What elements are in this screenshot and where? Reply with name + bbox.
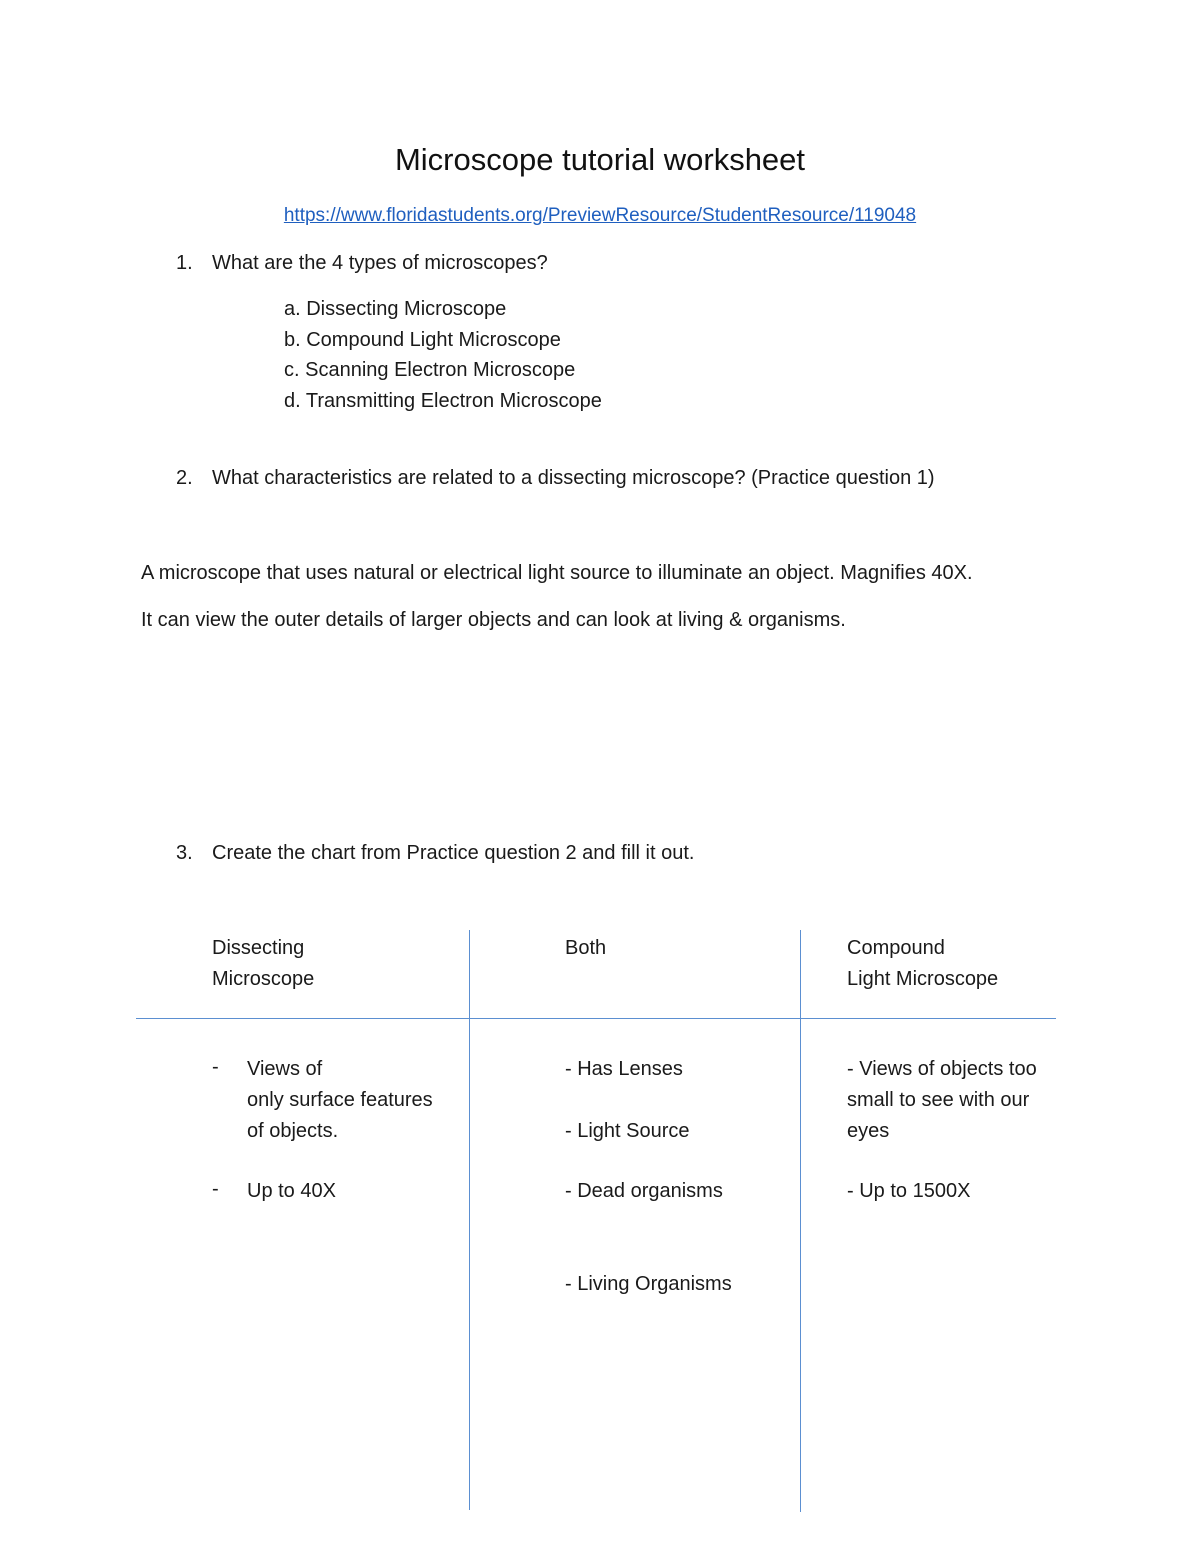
question-1-item: a. Dissecting Microscope — [284, 298, 507, 320]
question-2-answer-line: A microscope that uses natural or electrical light source to illuminate an object. Magnifies 40X. — [141, 562, 973, 584]
question-3-text: Create the chart from Practice question 2 and fill it out. — [212, 842, 695, 864]
resource-link[interactable]: https://www.floridastudents.org/PreviewResource/StudentResource/119048 — [283, 205, 917, 226]
both-item: - Has Lenses — [565, 1058, 683, 1080]
question-1-item: c. Scanning Electron Microscope — [284, 359, 576, 381]
chart-divider-left — [469, 930, 470, 1510]
dissecting-bullet: - — [212, 1178, 219, 1200]
chart-header-divider — [136, 1018, 1056, 1019]
question-1-item: b. Compound Light Microscope — [284, 329, 561, 351]
question-2-answer-line: It can view the outer details of larger objects and can look at living & organisms. — [141, 609, 846, 631]
both-item: - Dead organisms — [565, 1180, 723, 1202]
both-item: - Living Organisms — [565, 1273, 732, 1295]
dissecting-bullet: - — [212, 1056, 219, 1078]
dissecting-item: Views of only surface features of objects. — [247, 1058, 433, 1142]
header-both: Both — [565, 937, 607, 959]
question-3-number: 3. — [176, 842, 193, 864]
page-title: Microscope tutorial worksheet — [394, 142, 806, 177]
compound-item: - Views of objects too small to see with our eyes — [847, 1058, 1037, 1142]
question-1-text: What are the 4 types of microscopes? — [212, 252, 548, 274]
both-item: - Light Source — [565, 1120, 690, 1142]
header-compound: Compound Light Microscope — [847, 937, 999, 990]
compound-item: - Up to 1500X — [847, 1180, 971, 1202]
question-1-item: d. Transmitting Electron Microscope — [284, 390, 602, 412]
question-2-number: 2. — [176, 467, 193, 489]
header-dissecting: Dissecting Microscope — [212, 937, 315, 990]
dissecting-item: Up to 40X — [247, 1180, 336, 1202]
question-2-text: What characteristics are related to a dissecting microscope? (Practice question 1) — [212, 467, 935, 489]
question-1-number: 1. — [176, 252, 193, 274]
